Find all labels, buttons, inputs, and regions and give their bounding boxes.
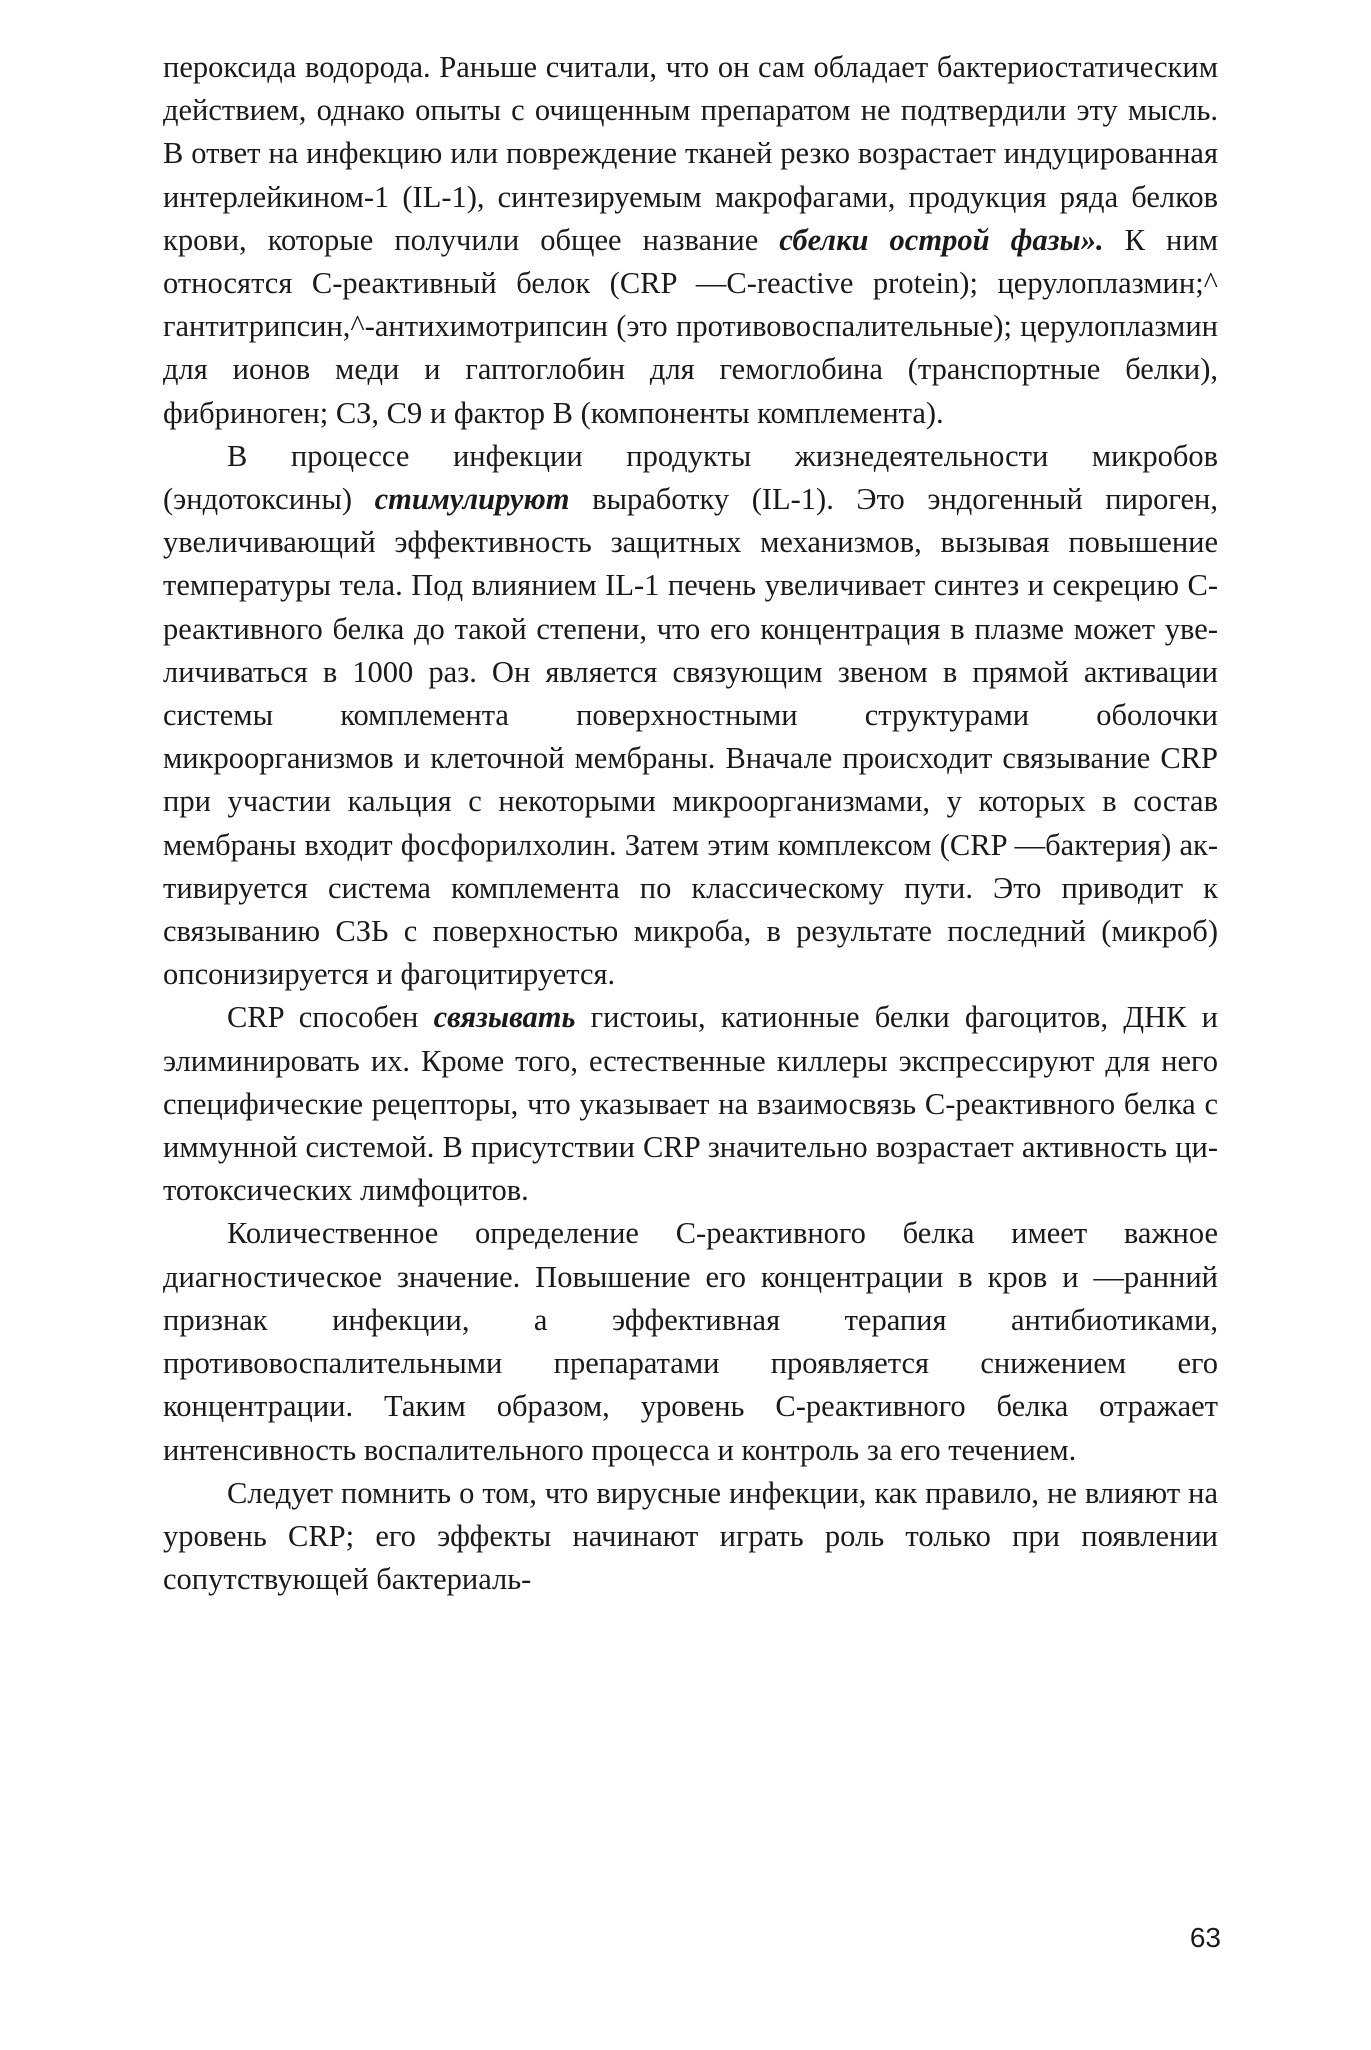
page-body — [163, 46, 1218, 1601]
paragraph-3 — [163, 996, 1218, 1212]
paragraph-2 — [163, 435, 1218, 997]
paragraph-1-emphasis: сбелки острой фазы». — [779, 222, 1104, 257]
paragraph-3-text-2: гистоиы, катионные белки фагоцитов, ДНК и элиминировать их. Кроме того, естественные киллеры экспрессируют для него специфические рецепторы, что указывает на взаимосвязь С-реактивного белка с иммунной системой. В присутствии CRP значительно возрастает активность цитотоксических лимфоцитов. — [163, 1000, 1218, 1208]
paragraph-1 — [163, 46, 1218, 435]
paragraph-4-text-1: Количественное определение С-реактивного белка имеет важное диагностическое значение. Повышение его концентрации в кров и —ранний признак инфекции, а эффективная терапия антибиотиками, противовоспалительными препаратами проявляется снижением его концентрации. Таким образом, уровень С-реактивного белка отражает интенсивность воспалительного процесса и контроль за его течением. — [163, 1216, 1218, 1467]
paragraph-2-text-1: В процессе инфекции продукты жизнедеятельности микробов (эндотоксины) — [163, 438, 1218, 517]
paragraph-5 — [163, 1472, 1218, 1602]
paragraph-4 — [163, 1212, 1218, 1471]
paragraph-3-text-1: CRP способен — [227, 1000, 434, 1035]
paragraph-5-text-1: Следует помнить о том, что вирусные инфекции, как правило, не влияют на уровень CRP; его эффекты начинают играть роль только при появлении сопутствующей бактериаль- — [163, 1475, 1218, 1597]
paragraph-3-emphasis: связывать — [433, 1000, 576, 1035]
paragraph-2-emphasis: стимулируют — [374, 482, 570, 517]
paragraph-2-text-2: выработку (IL-1). Это эндогенный пироген, увеличивающий эффективность защитных механизмов, вызывая повышение температуры тела. Под влиянием IL-1 печень увеличивает синтез и секрецию С-реактивного белка до такой степени, что его концентрация в плазме может увеличиваться в 1000 раз. Он является связующим звеном в прямой активации системы комплемента поверхностными структурами оболочки микроорганизмов и клеточной мембраны. Вначале происходит связывание CRP при участии кальция с некоторыми микроорганизмами, у которых в состав мембраны входит фосфорилхолин. Затем этим комплексом (CRP —бактерия) активируется система комплемента по классическому пути. Это приводит к связыванию СЗЬ с поверхностью микроба, в результате последний (микроб) опсонизируется и фагоцитируется. — [163, 482, 1218, 992]
paragraph-1-text-2: К ним относятся С-реактивный белок (CRP —C-reactive protein); церулоплазмин;^ гантитрипсин,^-антихимотрипсин (это противовоспалительные); церулоплазмин для ионов меди и гаптоглобин для гемоглобина (транспортные белки), фибриноген; СЗ, С9 и фактор В (компоненты комплемента). — [163, 222, 1218, 430]
page-number: 63 — [1189, 1922, 1221, 1953]
paragraph-1-text-1: пероксида водорода. Раньше считали, что он сам обладает бактериостатическим действием, однако опыты с очищенным препаратом не подтвердили эту мысль. В ответ на инфекцию или повреждение тканей резко возрастает индуцированная интерлейкином-1 (IL-1), синтезируемым макрофагами, продукция ряда белков крови, которые получили общее название — [163, 50, 1218, 257]
